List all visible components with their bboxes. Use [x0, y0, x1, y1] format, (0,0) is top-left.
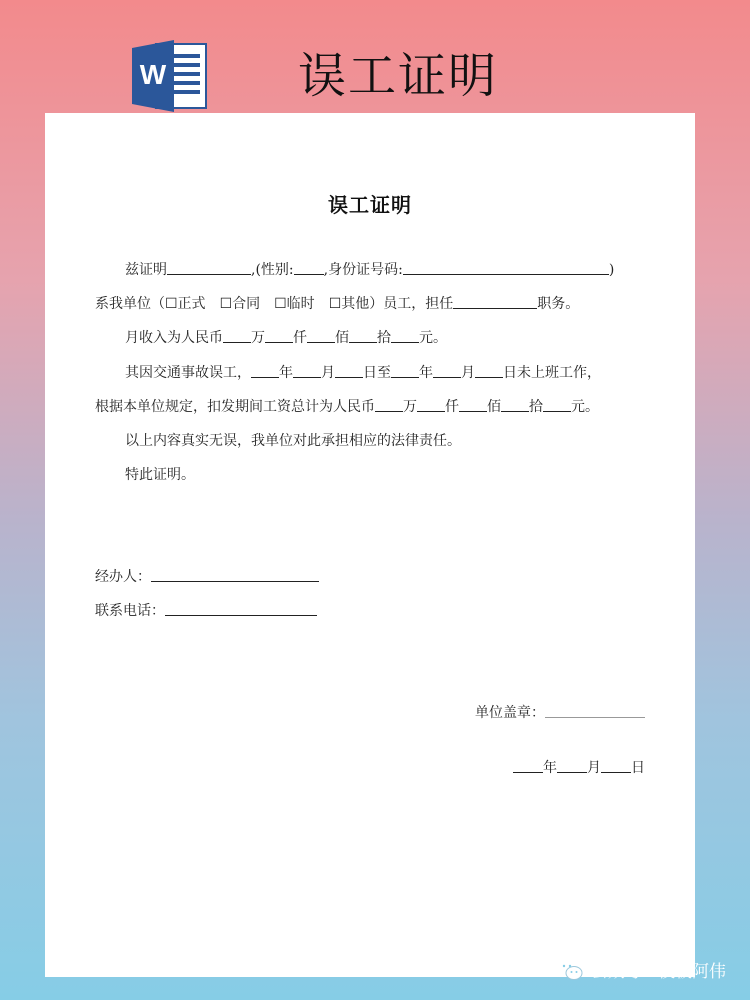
seal-row	[475, 703, 645, 723]
income-blank-bai[interactable]	[307, 328, 335, 343]
end-year-blank[interactable]	[391, 363, 419, 378]
start-year-blank[interactable]	[251, 363, 279, 378]
p2-text-b: ）员工，担任	[369, 296, 454, 312]
p1-text-d: )	[608, 262, 615, 278]
seal-blank[interactable]	[545, 703, 645, 718]
gender-blank[interactable]	[294, 260, 324, 275]
label-year-2: 年	[419, 365, 433, 381]
label-month-1: 月	[321, 365, 335, 381]
watermark	[557, 957, 726, 982]
date-day-label: 日	[631, 760, 645, 776]
checkbox-contract[interactable]: ☐合同	[219, 296, 261, 312]
document-page	[45, 113, 695, 977]
date-year-blank[interactable]	[513, 758, 543, 773]
income-blank-yuan[interactable]	[391, 328, 419, 343]
unit-yuan: 元。	[419, 330, 447, 346]
name-blank[interactable]	[167, 260, 251, 275]
p1-text-a: 兹证明	[125, 262, 167, 278]
banner	[0, 0, 750, 113]
paragraph-2	[95, 294, 579, 314]
unit-shi-2: 拾	[529, 399, 543, 415]
label-day-2: 日未上班工作，	[503, 365, 601, 381]
p2-text-a: 系我单位（	[95, 296, 165, 312]
date-month-label: 月	[587, 760, 601, 776]
id-number-blank[interactable]	[403, 260, 609, 275]
date-day-blank[interactable]	[601, 758, 631, 773]
paragraph-6: 以上内容真实无误，我单位对此承担相应的法律责任。	[125, 433, 461, 449]
unit-qian: 仟	[293, 330, 307, 346]
p4-text-a: 其因交通事故误工，	[125, 365, 251, 381]
income-blank-wan[interactable]	[223, 328, 251, 343]
end-month-blank[interactable]	[433, 363, 461, 378]
paragraph-1	[125, 260, 614, 280]
unit-qian-2: 仟	[445, 399, 459, 415]
phone-row	[95, 601, 317, 621]
unit-wan-2: 万	[403, 399, 417, 415]
handler-blank[interactable]	[151, 567, 319, 582]
start-day-blank[interactable]	[335, 363, 363, 378]
checkbox-formal[interactable]: ☐正式	[165, 296, 206, 312]
income-blank-qian[interactable]	[265, 328, 293, 343]
watermark-text: 公众号 · 模板阿伟	[590, 962, 726, 982]
date-month-blank[interactable]	[557, 758, 587, 773]
checkbox-temporary[interactable]: ☐临时	[274, 296, 315, 312]
wechat-icon	[557, 959, 583, 981]
document-title: 误工证明	[328, 193, 412, 217]
checkbox-other[interactable]: ☐其他	[328, 296, 370, 312]
banner-title: 误工证明	[298, 48, 499, 104]
word-doc-icon	[130, 38, 210, 114]
paragraph-5	[95, 397, 599, 417]
deduct-blank-qian[interactable]	[417, 397, 445, 412]
unit-wan: 万	[251, 330, 265, 346]
seal-label: 单位盖章：	[475, 705, 545, 721]
phone-blank[interactable]	[165, 601, 317, 616]
p1-text-b: ,(性别:	[251, 262, 294, 278]
date-row	[513, 758, 645, 778]
word-icon-letter: W	[139, 59, 167, 90]
start-month-blank[interactable]	[293, 363, 321, 378]
handler-label: 经办人：	[95, 569, 151, 585]
label-day-1: 日至	[363, 365, 391, 381]
unit-yuan-2: 元。	[571, 399, 599, 415]
income-blank-shi[interactable]	[349, 328, 377, 343]
deduct-blank-shi[interactable]	[501, 397, 529, 412]
end-day-blank[interactable]	[475, 363, 503, 378]
position-blank[interactable]	[453, 294, 537, 309]
label-year-1: 年	[279, 365, 293, 381]
deduct-blank-yuan[interactable]	[543, 397, 571, 412]
unit-bai-2: 佰	[487, 399, 501, 415]
paragraph-3	[125, 328, 447, 348]
unit-bai: 佰	[335, 330, 349, 346]
deduct-blank-bai[interactable]	[459, 397, 487, 412]
phone-label: 联系电话：	[95, 603, 165, 619]
handler-row	[95, 567, 319, 587]
unit-shi: 拾	[377, 330, 391, 346]
date-year-label: 年	[543, 760, 557, 776]
p1-text-c: ,身份证号码:	[323, 262, 403, 278]
p2-text-c: 职务。	[537, 296, 580, 312]
paragraph-7: 特此证明。	[125, 467, 195, 483]
p5-text-a: 根据本单位规定，扣发期间工资总计为人民币	[95, 399, 375, 415]
label-month-2: 月	[461, 365, 475, 381]
paragraph-4	[125, 363, 601, 383]
deduct-blank-wan[interactable]	[375, 397, 403, 412]
p3-text-a: 月收入为人民币	[125, 330, 223, 346]
